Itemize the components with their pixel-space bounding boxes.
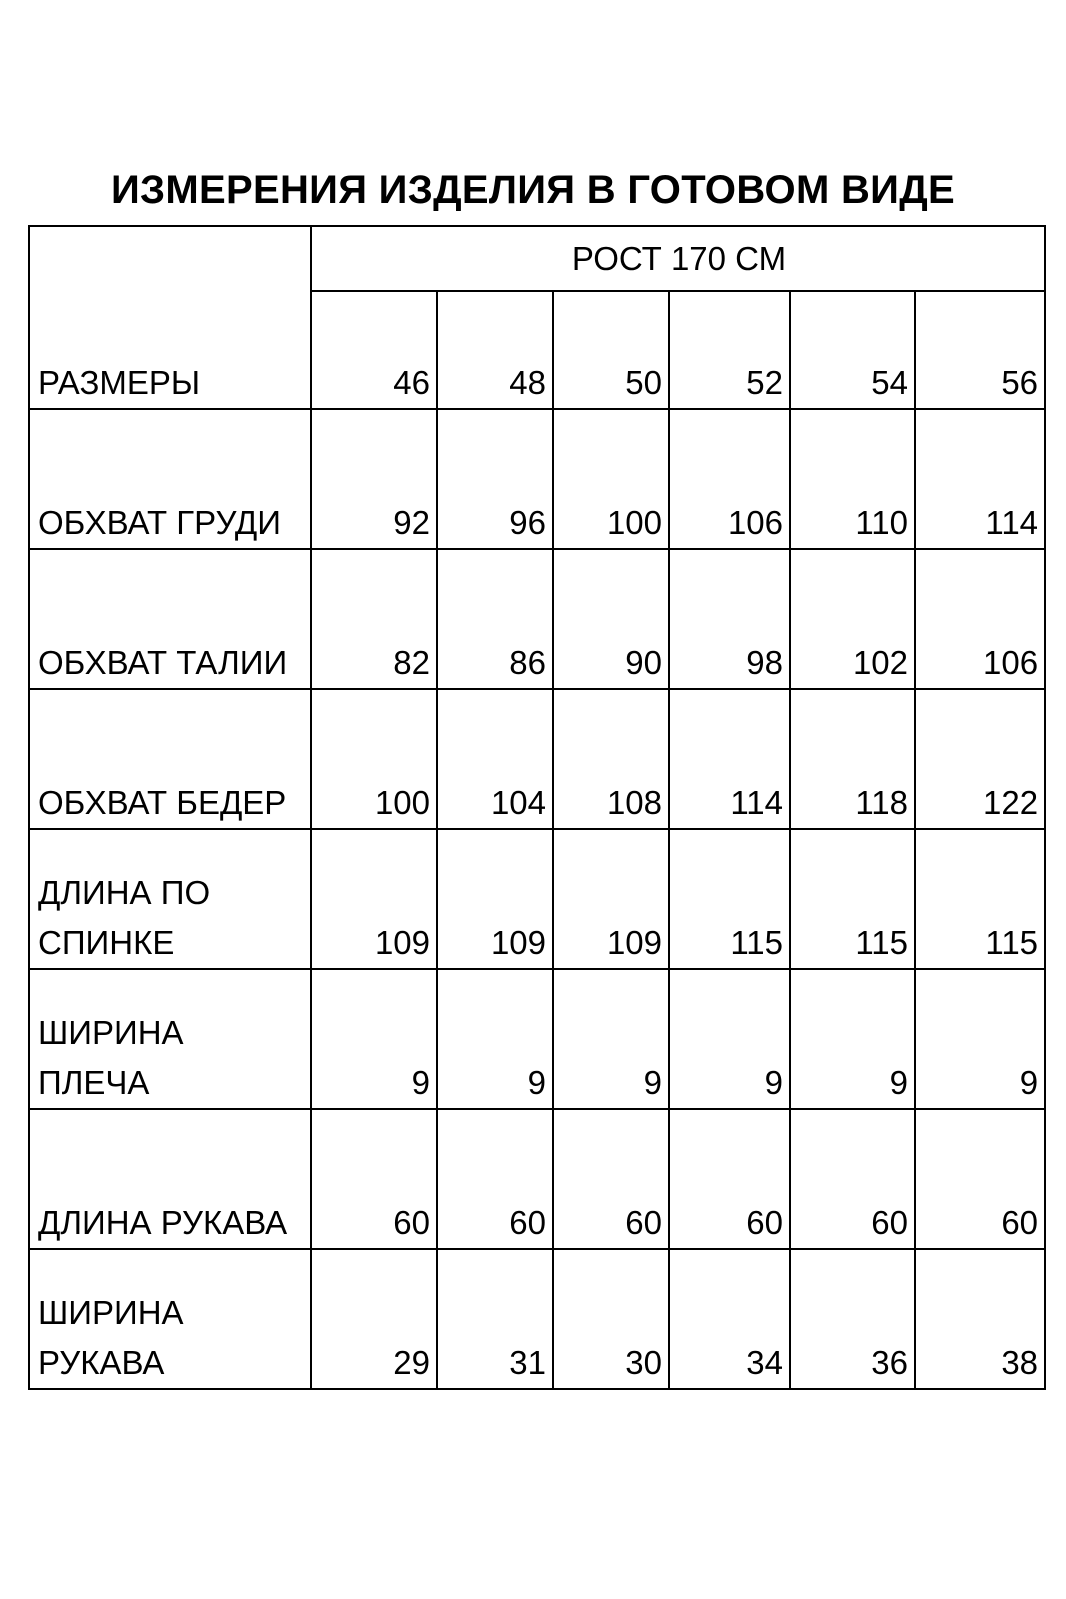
measurement-value: 34: [669, 1249, 790, 1389]
height-header-row: [29, 226, 1045, 291]
measurement-value: 60: [437, 1109, 553, 1249]
sizes-label: РАЗМЕРЫ: [29, 226, 311, 409]
measurement-label: ОБХВАТ БЕДЕР: [29, 689, 311, 829]
measurement-value: 90: [553, 549, 669, 689]
page-title: ИЗМЕРЕНИЯ ИЗДЕЛИЯ В ГОТОВОМ ВИДЕ: [111, 168, 955, 212]
measurement-value: 86: [437, 549, 553, 689]
measurement-value: 106: [669, 409, 790, 549]
measurement-value: 60: [553, 1109, 669, 1249]
measurement-value: 98: [669, 549, 790, 689]
measurement-value: 115: [669, 829, 790, 969]
measurement-value: 109: [553, 829, 669, 969]
measurement-value: 100: [311, 689, 437, 829]
measurement-value: 115: [790, 829, 915, 969]
measurement-value: 38: [915, 1249, 1045, 1389]
measurement-row: [29, 969, 1045, 1109]
measurement-value: 110: [790, 409, 915, 549]
measurement-value: 92: [311, 409, 437, 549]
measurement-value: 118: [790, 689, 915, 829]
measurement-value: 115: [915, 829, 1045, 969]
measurement-value: 30: [553, 1249, 669, 1389]
measurement-value: 100: [553, 409, 669, 549]
measurement-value: 60: [790, 1109, 915, 1249]
measurement-value: 9: [553, 969, 669, 1109]
measurement-value: 31: [437, 1249, 553, 1389]
size-cell: 50: [553, 291, 669, 409]
measurement-value: 9: [311, 969, 437, 1109]
height-header: РОСТ 170 СМ: [311, 226, 1045, 291]
measurement-label: ДЛИНА ПО СПИНКЕ: [29, 829, 311, 969]
measurement-value: 60: [669, 1109, 790, 1249]
measurement-value: 122: [915, 689, 1045, 829]
measurement-row: [29, 1249, 1045, 1389]
measurement-value: 60: [915, 1109, 1045, 1249]
measurement-row: [29, 409, 1045, 549]
measurement-value: 9: [669, 969, 790, 1109]
measurement-value: 108: [553, 689, 669, 829]
measurement-value: 9: [437, 969, 553, 1109]
measurement-label: ШИРИНА ПЛЕЧА: [29, 969, 311, 1109]
measurement-label: ШИРИНА РУКАВА: [29, 1249, 311, 1389]
size-cell: 48: [437, 291, 553, 409]
measurement-row: [29, 829, 1045, 969]
measurement-label: ОБХВАТ ГРУДИ: [29, 409, 311, 549]
measurement-value: 82: [311, 549, 437, 689]
measurement-value: 104: [437, 689, 553, 829]
measurement-label: ДЛИНА РУКАВА: [29, 1109, 311, 1249]
measurement-value: 96: [437, 409, 553, 549]
measurement-row: [29, 689, 1045, 829]
measurement-value: 102: [790, 549, 915, 689]
measurement-value: 9: [790, 969, 915, 1109]
measurement-value: 109: [437, 829, 553, 969]
measurement-value: 60: [311, 1109, 437, 1249]
size-cell: 52: [669, 291, 790, 409]
size-cell: 54: [790, 291, 915, 409]
measurement-value: 36: [790, 1249, 915, 1389]
measurement-label: ОБХВАТ ТАЛИИ: [29, 549, 311, 689]
size-cell: 46: [311, 291, 437, 409]
measurement-row: [29, 549, 1045, 689]
size-cell: 56: [915, 291, 1045, 409]
measurement-value: 9: [915, 969, 1045, 1109]
size-chart-table: [28, 225, 1046, 1390]
measurement-value: 29: [311, 1249, 437, 1389]
measurement-value: 114: [669, 689, 790, 829]
measurement-value: 109: [311, 829, 437, 969]
measurement-value: 114: [915, 409, 1045, 549]
measurement-value: 106: [915, 549, 1045, 689]
measurement-row: [29, 1109, 1045, 1249]
